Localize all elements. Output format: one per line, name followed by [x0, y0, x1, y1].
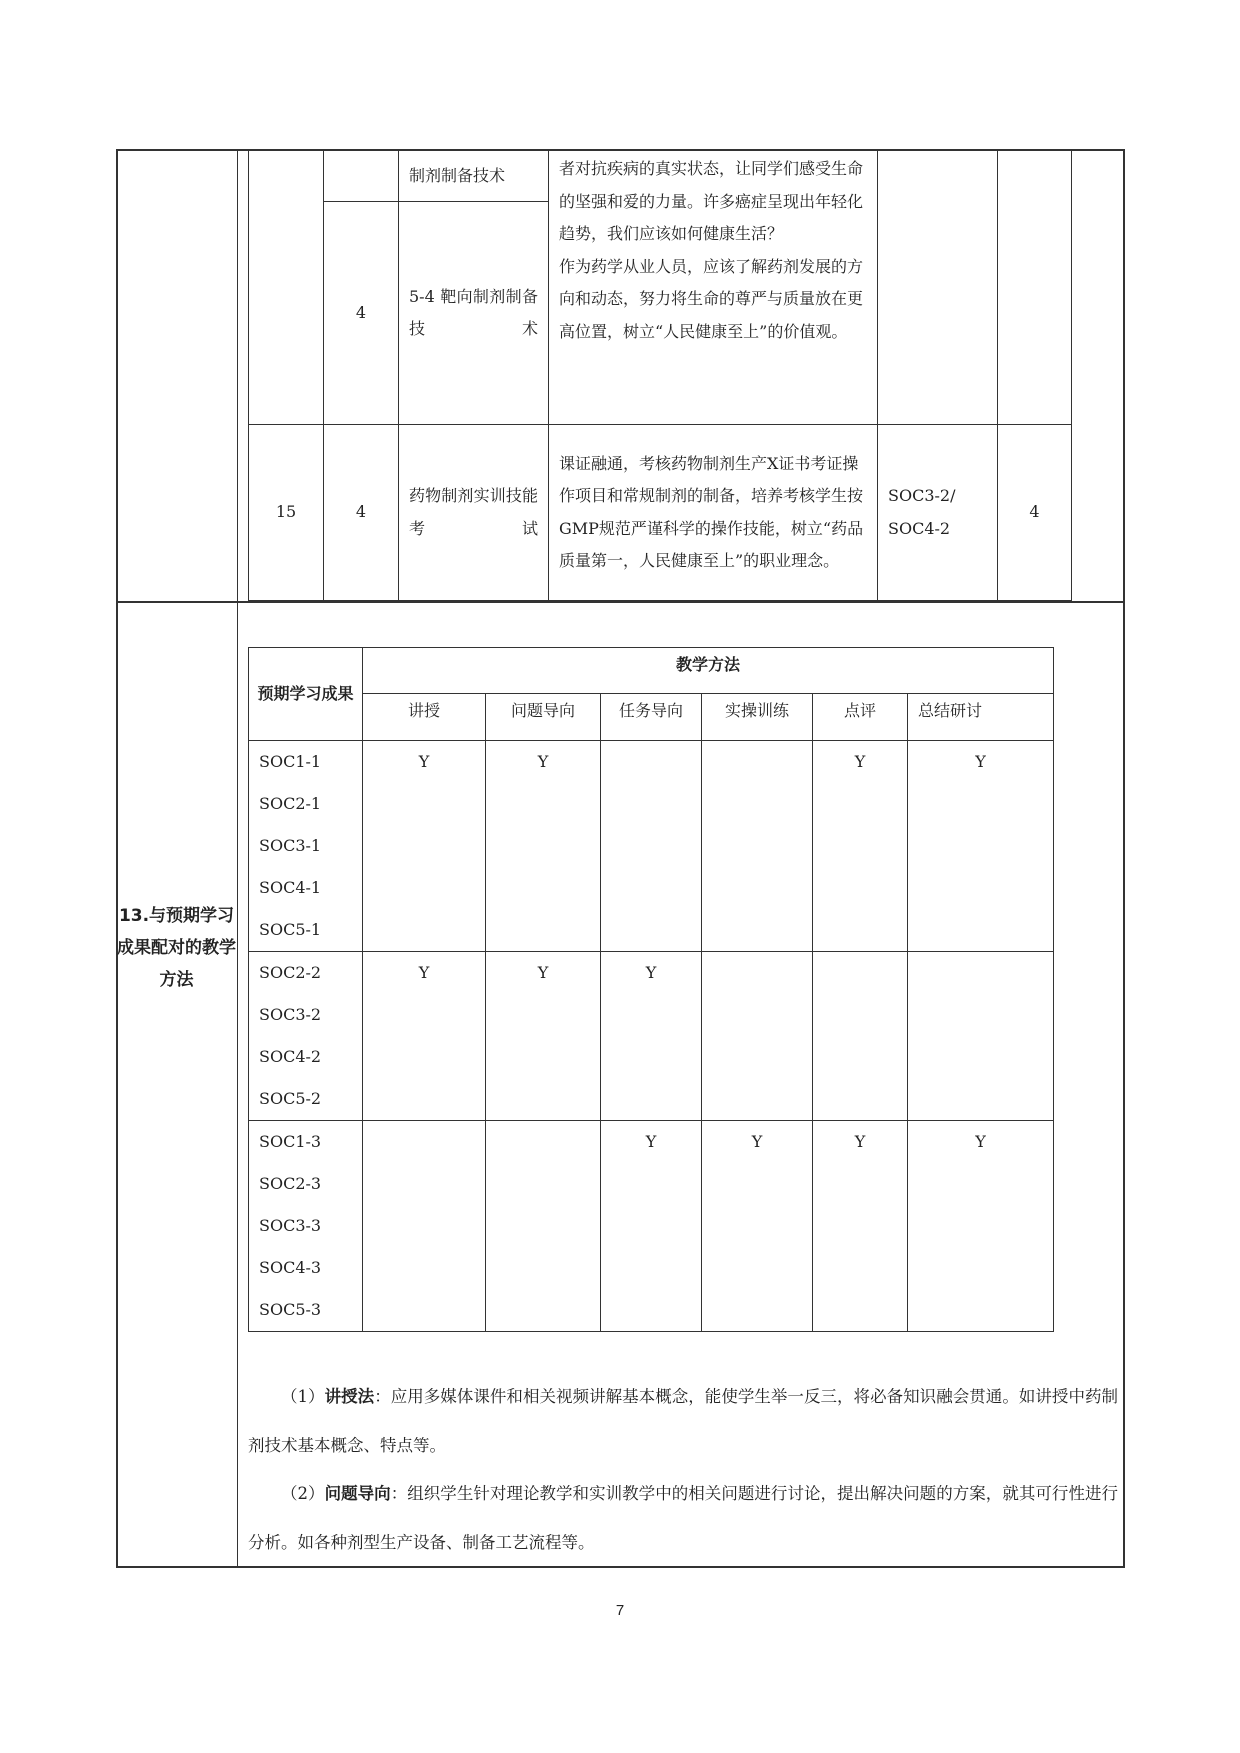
paragraph-term: 问题导向 [324, 1484, 391, 1503]
week-cell [249, 151, 324, 425]
method-mark-cell [601, 1121, 702, 1332]
mark: Y [751, 1132, 763, 1151]
outcome-code: SOC1-1 [259, 752, 322, 771]
method-mark-cell [908, 1121, 1054, 1332]
method-mark-cell [702, 1121, 813, 1332]
topic-cell: 药物制剂实训技能考试 [399, 425, 549, 601]
outcome-group-row [249, 741, 1054, 952]
outcome-codes-cell [249, 1121, 363, 1332]
method-header-cell: 实操训练 [702, 694, 813, 741]
method-mark-cell [363, 1121, 486, 1332]
method-mark-cell [702, 952, 813, 1121]
methods-row [249, 694, 1054, 741]
mark: Y [975, 752, 986, 771]
outcome-code: SOC5-1 [259, 920, 322, 939]
outcome-code: SOC3-2/ [888, 486, 956, 505]
outcome-codes-cell [249, 952, 363, 1121]
method-mark-cell [813, 952, 908, 1121]
ideology-text: 作为药学从业人员，应该了解药剂发展的方向和动态，努力将生命的尊严与质量放在更高位置，树立“人民健康至上”的价值观。 [559, 256, 864, 341]
ideology-cell: 课证融通，考核药物制剂生产X证书考证操作项目和常规制剂的制备，培养考核学生按GMP规范严谨科学的操作技能，树立“药品质量第一，人民健康至上”的职业理念。 [549, 425, 878, 601]
section-label: 13.与预期学习成果配对的教学方法 [117, 906, 236, 990]
paragraph-text: ：组织学生针对理论教学和实训教学中的相关问题进行讨论，提出解决问题的方案，就其可行性进行分析。如各种剂型生产设备、制备工艺流程等。 [248, 1484, 1119, 1552]
method-mark-cell [601, 952, 702, 1121]
outcome-code: SOC4-1 [259, 878, 322, 897]
paragraph-term: 讲授法 [324, 1387, 375, 1406]
mark: Y [418, 752, 430, 771]
section-divider [116, 601, 1124, 603]
outer-left-border [116, 149, 118, 1568]
method-mark-cell [908, 952, 1054, 1121]
mark: Y [645, 963, 657, 982]
outcome-header: 预期学习成果 [249, 648, 363, 741]
outcome-code: SOC2-3 [259, 1174, 322, 1193]
method-mark-cell [363, 952, 486, 1121]
hours-cell: 4 [324, 425, 399, 601]
outcome-code: SOC5-3 [259, 1300, 322, 1319]
outcome-code: SOC3-1 [259, 836, 322, 855]
outcome-code: SOC3-2 [259, 1005, 322, 1024]
outcome-code: SOC1-3 [259, 1132, 322, 1151]
method-mark-cell [486, 1121, 601, 1332]
method-header-cell: 点评 [813, 694, 908, 741]
outer-right-border [1123, 149, 1125, 1568]
outcome-codes-cell [249, 741, 363, 952]
week-cell: 15 [249, 425, 324, 601]
method-mark-cell [486, 741, 601, 952]
outcome-code: SOC2-1 [259, 794, 322, 813]
outcome-code: SOC4-3 [259, 1258, 322, 1277]
total-cell: 4 [998, 425, 1072, 601]
outcome-code: SOC4-2 [888, 518, 951, 538]
paragraph-prefix: （1） [281, 1387, 325, 1406]
method-header-cell: 问题导向 [486, 694, 601, 741]
method-mark-cell [601, 741, 702, 952]
mark: Y [537, 752, 549, 771]
outcome-code: SOC4-2 [259, 1047, 322, 1066]
method-mark-cell [702, 741, 813, 952]
method-mark-cell [908, 741, 1054, 952]
method-mark-cell [363, 741, 486, 952]
paragraph-lecture [248, 1372, 1118, 1470]
hours-cell [324, 151, 399, 202]
method-mark-cell [813, 741, 908, 952]
method-header-cell: 任务导向 [601, 694, 702, 741]
outcome-group-row [249, 1121, 1054, 1332]
hours-cell: 4 [324, 202, 399, 425]
outcome-code: SOC2-2 [259, 963, 322, 982]
mark: Y [975, 1132, 986, 1151]
outcomes-cell [878, 425, 998, 601]
ideology-cell [549, 151, 878, 425]
mark: Y [537, 963, 549, 982]
mark: Y [418, 963, 430, 982]
methods-header: 教学方法 [363, 648, 1054, 694]
methods-matrix-table [248, 647, 1054, 1332]
topic-cell: 制剂制备技术 [399, 151, 549, 202]
ideology-text: 者对抗疾病的真实状态，让同学们感受生命的坚强和爱的力量。许多癌症呈现出年轻化趋势，我们应该如何健康生活？ [559, 159, 864, 243]
outcome-group-row [249, 952, 1054, 1121]
schedule-table [248, 150, 1072, 601]
outcomes-cell [878, 151, 998, 425]
outcome-code: SOC3-3 [259, 1216, 322, 1235]
label-column-divider [237, 149, 238, 1568]
outcome-code: SOC5-2 [259, 1089, 322, 1108]
paragraph-problem [248, 1469, 1118, 1567]
topic-cell: 5-4 靶向制剂制备技术 [399, 202, 549, 425]
total-cell [998, 151, 1072, 425]
method-header-cell: 总结研讨 [908, 694, 1054, 741]
method-mark-cell [486, 952, 601, 1121]
method-header-cell: 讲授 [363, 694, 486, 741]
page-number: 7 [615, 1602, 625, 1619]
method-mark-cell [813, 1121, 908, 1332]
mark: Y [645, 1132, 657, 1151]
mark: Y [854, 1132, 866, 1151]
paragraph-text: ：应用多媒体课件和相关视频讲解基本概念，能使学生举一反三，将必备知识融会贯通。如讲授中药制剂技术基本概念、特点等。 [248, 1387, 1119, 1455]
mark: Y [854, 752, 866, 771]
paragraph-prefix: （2） [281, 1484, 325, 1503]
